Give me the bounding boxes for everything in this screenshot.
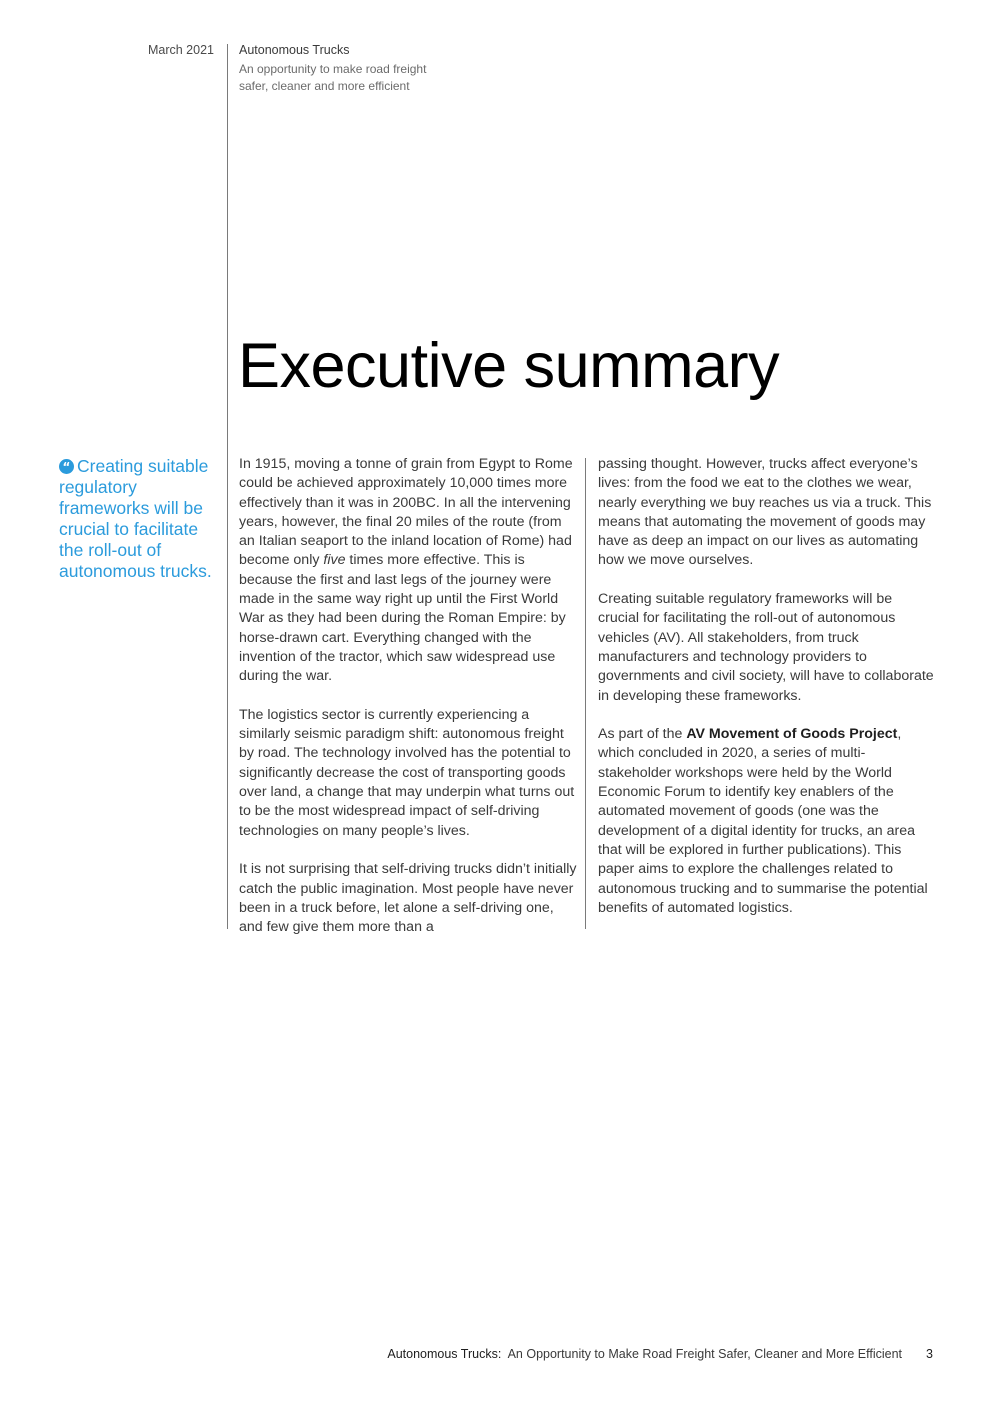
header-divider	[227, 44, 228, 929]
footer	[387, 1347, 902, 1361]
body-column-left	[239, 455, 577, 937]
paragraph-3: It is not surprising that self-driving trucks didn’t initially catch the public imagination. Most people have never been in a truck before, let alone a self-driving one, and few give them more than a	[239, 861, 577, 936]
page-title: Executive summary	[238, 331, 780, 401]
paragraph-1-emphasis: five	[323, 552, 346, 569]
footer-title: Autonomous Trucks:	[387, 1347, 502, 1361]
header-date: March 2021	[147, 43, 214, 57]
header-title: Autonomous Trucks	[239, 43, 350, 57]
paragraph-4: Creating suitable regulatory frameworks will be crucial for facilitating the roll-out of autonomous vehicles (AV). All stakeholders, from truck manufacturers and technology providers to governments and civil society, will have to collaborate in developing these frameworks.	[598, 591, 934, 704]
header-subtitle-line1: An opportunity to make road freight	[239, 62, 427, 76]
paragraph-3-continued: passing thought. However, trucks affect everyone’s lives: from the food we eat to the clothes we wear, nearly everything we buy reaches us via a truck. This means that automating the movement of goods may have as deep an impact on our lives as automating how we move ourselves.	[598, 456, 932, 569]
header-subtitle	[239, 61, 459, 94]
paragraph-5	[598, 725, 936, 918]
paragraph-1	[239, 455, 577, 687]
body-column-right	[598, 455, 936, 918]
paragraph-5-start: As part of the	[598, 726, 687, 743]
quote-icon: “	[59, 459, 74, 474]
pull-quote-text: Creating suitable regulatory frameworks will be crucial to facilitate the roll-out of autonomous trucks.	[59, 456, 212, 581]
paragraph-1-start: In 1915, moving a tonne of grain from Egypt to Rome could be achieved approximately 10,000 times more effectively than it was in 200BC. In all the intervening years, however, the final 20 miles of the route (from an Italian seaport to the inland location of Rome) had become only	[239, 456, 573, 569]
column-divider	[585, 458, 586, 929]
page-number: 3	[926, 1347, 933, 1361]
paragraph-5-end: , which concluded in 2020, a series of multi-stakeholder workshops were held by the World Economic Forum to identify key enablers of the automated movement of goods (one was the development of a digital identity for trucks, an area that will be explored in further publications). This paper aims to explore the challenges related to autonomous trucking and to summarise the potential benefits of automated logistics.	[598, 726, 928, 916]
pull-quote	[59, 456, 221, 582]
paragraph-2: The logistics sector is currently experiencing a similarly seismic paradigm shift: autonomous freight by road. The technology involved has the potential to significantly decrease the cost of transporting goods over land, a change that may underpin what turns out to be the most widespread impact of self-driving technologies on many people’s lives.	[239, 706, 575, 839]
paragraph-1-end: times more effective. This is because the first and last legs of the journey were made in the same way right up until the First World War as they had been during the Roman Empire: by horse-drawn cart. Everything changed with the invention of the tractor, which saw widespread use during the war.	[239, 552, 566, 685]
header-subtitle-line2: safer, cleaner and more efficient	[239, 78, 410, 93]
footer-subtitle: An Opportunity to Make Road Freight Safer, Cleaner and More Efficient	[507, 1347, 902, 1361]
av-movement-of-goods-link[interactable]: AV Movement of Goods Project	[686, 726, 898, 743]
